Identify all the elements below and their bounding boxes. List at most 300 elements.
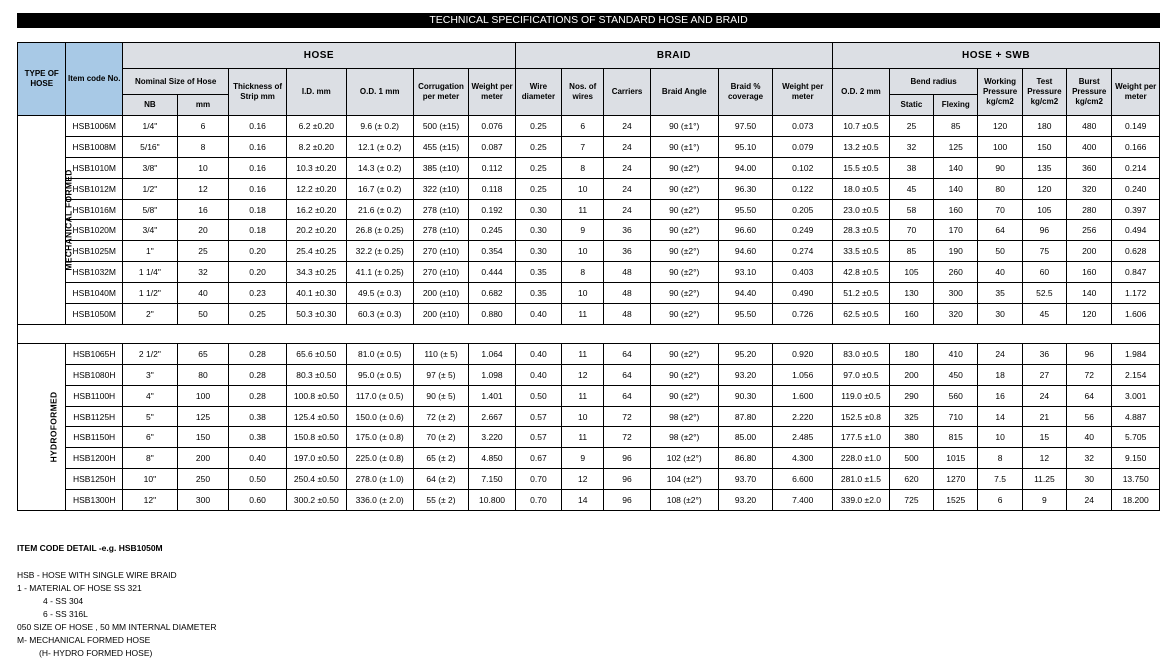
table-cell: 500 (889, 448, 933, 469)
table-cell: 10 (562, 178, 604, 199)
table-cell: 0.205 (773, 199, 833, 220)
table-cell: 0.076 (469, 116, 515, 137)
table-cell: 24 (978, 343, 1022, 364)
table-cell: 0.28 (229, 385, 287, 406)
table-cell: 11 (562, 385, 604, 406)
table-cell: 35 (978, 283, 1022, 304)
table-cell: 0.16 (229, 157, 287, 178)
table-cell: 0.57 (515, 406, 561, 427)
table-cell: 0.30 (515, 241, 561, 262)
table-cell: 5.705 (1112, 427, 1160, 448)
table-cell: 177.5 ±1.0 (833, 427, 890, 448)
table-cell: 20.2 ±0.20 (286, 220, 346, 241)
table-cell: 300 (934, 283, 978, 304)
table-cell: 105 (1022, 199, 1066, 220)
table-cell: 90 (±2°) (650, 241, 718, 262)
table-cell: 10 (177, 157, 229, 178)
table-cell: 1.064 (469, 343, 515, 364)
table-cell: 256 (1067, 220, 1112, 241)
table-cell: 96 (604, 490, 650, 511)
table-cell: 90 (± 5) (413, 385, 469, 406)
table-cell: 0.112 (469, 157, 515, 178)
table-cell: 278.0 (± 1.0) (346, 469, 413, 490)
table-cell: 200 (889, 364, 933, 385)
table-cell: 0.25 (515, 157, 561, 178)
table-cell: 86.80 (718, 448, 773, 469)
table-cell: 10 (562, 283, 604, 304)
table-cell: 7.400 (773, 490, 833, 511)
table-cell: 36 (604, 220, 650, 241)
table-cell: 34.3 ±0.25 (286, 262, 346, 283)
table-cell: 1/2" (123, 178, 178, 199)
table-cell: 0.25 (515, 116, 561, 137)
type-of-hose-header: TYPE OF HOSE (18, 43, 66, 116)
table-cell: HSB1150H (66, 427, 123, 448)
table-cell: 3.001 (1112, 385, 1160, 406)
table-cell: 0.397 (1112, 199, 1160, 220)
table-cell: 5" (123, 406, 178, 427)
table-cell: 64 (± 2) (413, 469, 469, 490)
table-cell: 480 (1067, 116, 1112, 137)
wire-diameter-header: Wire diameter (515, 69, 561, 116)
table-cell: 64 (604, 343, 650, 364)
table-cell: 41.1 (± 0.25) (346, 262, 413, 283)
bend-radius-header: Bend radius (889, 69, 978, 95)
table-cell: 10.7 ±0.5 (833, 116, 890, 137)
note-line: HSB - HOSE WITH SINGLE WIRE BRAID (17, 570, 177, 580)
table-cell: 97 (± 5) (413, 364, 469, 385)
table-cell: 48 (604, 283, 650, 304)
table-cell: 0.847 (1112, 262, 1160, 283)
table-cell: 10.800 (469, 490, 515, 511)
table-cell: 108 (±2°) (650, 490, 718, 511)
table-cell: 72 (± 2) (413, 406, 469, 427)
table-cell: 12 (562, 469, 604, 490)
table-cell: 200 (±10) (413, 283, 469, 304)
table-cell: 3" (123, 364, 178, 385)
table-cell: 55 (± 2) (413, 490, 469, 511)
table-cell: 96 (604, 448, 650, 469)
table-cell: 380 (889, 427, 933, 448)
table-cell: 9 (562, 448, 604, 469)
table-cell: 5/16" (123, 136, 178, 157)
table-cell: 300 (177, 490, 229, 511)
note-line: (H- HYDRO FORMED HOSE) (39, 648, 153, 658)
table-cell: 104 (±2°) (650, 469, 718, 490)
table-cell: 100 (177, 385, 229, 406)
table-cell: 180 (889, 343, 933, 364)
table-cell: 98 (±2°) (650, 427, 718, 448)
table-cell: 10.3 ±0.20 (286, 157, 346, 178)
table-cell: 270 (±10) (413, 241, 469, 262)
table-cell: 95.20 (718, 343, 773, 364)
table-cell: 24 (604, 157, 650, 178)
table-cell: 1.172 (1112, 283, 1160, 304)
table-cell: 725 (889, 490, 933, 511)
table-cell: 0.40 (515, 364, 561, 385)
table-cell: 160 (1067, 262, 1112, 283)
table-cell: 96 (604, 469, 650, 490)
table-cell: 4" (123, 385, 178, 406)
table-cell: 2.154 (1112, 364, 1160, 385)
od1-header: O.D. 1 mm (346, 69, 413, 116)
table-cell: 10" (123, 469, 178, 490)
table-cell: 150.0 (± 0.6) (346, 406, 413, 427)
table-cell: 170 (934, 220, 978, 241)
note-line: 050 SIZE OF HOSE , 50 MM INTERNAL DIAMETER (17, 622, 217, 632)
table-cell: 58 (889, 199, 933, 220)
nominal-size-header: Nominal Size of Hose (123, 69, 229, 95)
table-cell: 0.25 (515, 136, 561, 157)
table-cell: 0.70 (515, 469, 561, 490)
table-cell: 81.0 (± 0.5) (346, 343, 413, 364)
table-cell: 0.57 (515, 427, 561, 448)
table-cell: 16.2 ±0.20 (286, 199, 346, 220)
table-cell: 8 (562, 262, 604, 283)
table-cell: 336.0 (± 2.0) (346, 490, 413, 511)
table-cell: 100 (978, 136, 1022, 157)
table-cell: 90 (±2°) (650, 283, 718, 304)
table-cell: 0.166 (1112, 136, 1160, 157)
table-cell: 90 (978, 157, 1022, 178)
table-row (18, 199, 1160, 220)
table-cell: 278 (±10) (413, 199, 469, 220)
table-cell: 339.0 ±2.0 (833, 490, 890, 511)
table-cell: 0.25 (229, 304, 287, 325)
table-cell: 13.750 (1112, 469, 1160, 490)
table-cell: 14 (978, 406, 1022, 427)
table-cell: 0.444 (469, 262, 515, 283)
table-cell: 24 (604, 199, 650, 220)
table-cell: 11 (562, 427, 604, 448)
table-cell: 45 (1022, 304, 1066, 325)
table-cell: HSB1050M (66, 304, 123, 325)
table-cell: 9 (1022, 490, 1066, 511)
table-cell: 320 (934, 304, 978, 325)
table-cell: 120 (978, 116, 1022, 137)
table-cell: 385 (±10) (413, 157, 469, 178)
table-cell: 0.40 (515, 343, 561, 364)
table-cell: 60.3 (± 0.3) (346, 304, 413, 325)
table-cell: 0.50 (229, 469, 287, 490)
table-cell: 0.494 (1112, 220, 1160, 241)
table-cell: 21 (1022, 406, 1066, 427)
table-cell: 0.240 (1112, 178, 1160, 199)
spec-table (17, 42, 1160, 511)
table-cell: 0.354 (469, 241, 515, 262)
table-cell: 94.00 (718, 157, 773, 178)
table-cell: 30 (1067, 469, 1112, 490)
table-cell: HSB1080H (66, 364, 123, 385)
table-cell: 1" (123, 241, 178, 262)
table-cell: HSB1025M (66, 241, 123, 262)
table-cell: HSB1008M (66, 136, 123, 157)
table-row (18, 157, 1160, 178)
table-cell: 0.18 (229, 220, 287, 241)
table-cell: 160 (889, 304, 933, 325)
table-cell: 2.485 (773, 427, 833, 448)
table-cell: 52.5 (1022, 283, 1066, 304)
table-cell: 21.6 (± 0.2) (346, 199, 413, 220)
table-cell: 500 (±15) (413, 116, 469, 137)
table-cell: 33.5 ±0.5 (833, 241, 890, 262)
table-cell: HSB1040M (66, 283, 123, 304)
table-cell: 90 (±1°) (650, 136, 718, 157)
table-cell: 0.079 (773, 136, 833, 157)
table-cell: 560 (934, 385, 978, 406)
table-cell: 64 (1067, 385, 1112, 406)
table-cell: 0.25 (515, 178, 561, 199)
table-cell: 12 (177, 178, 229, 199)
table-row (18, 116, 1160, 137)
table-cell: 120 (1022, 178, 1066, 199)
table-cell: 32.2 (± 0.25) (346, 241, 413, 262)
table-cell: 0.102 (773, 157, 833, 178)
table-cell: 96.30 (718, 178, 773, 199)
table-cell: 160 (934, 199, 978, 220)
table-cell: 140 (934, 157, 978, 178)
table-cell: HSB1020M (66, 220, 123, 241)
table-cell: HSB1300H (66, 490, 123, 511)
table-cell: 65 (± 2) (413, 448, 469, 469)
table-cell: 48 (604, 304, 650, 325)
table-cell: 97.0 ±0.5 (833, 364, 890, 385)
table-cell: 49.5 (± 0.3) (346, 283, 413, 304)
table-cell: 50 (177, 304, 229, 325)
table-cell: 40 (978, 262, 1022, 283)
table-cell: 0.245 (469, 220, 515, 241)
table-cell: 95.0 (± 0.5) (346, 364, 413, 385)
static-header: Static (889, 95, 933, 116)
table-cell: 12.1 (± 0.2) (346, 136, 413, 157)
table-cell: 16.7 (± 0.2) (346, 178, 413, 199)
table-cell: 80 (978, 178, 1022, 199)
table-cell: 102 (±2°) (650, 448, 718, 469)
table-cell: 95.50 (718, 199, 773, 220)
table-cell: 90 (±1°) (650, 116, 718, 137)
table-cell: 7.150 (469, 469, 515, 490)
table-cell: 25 (177, 241, 229, 262)
table-cell: 64 (604, 385, 650, 406)
table-cell: 200 (177, 448, 229, 469)
table-cell: 0.490 (773, 283, 833, 304)
table-cell: 0.35 (515, 262, 561, 283)
table-cell: 0.073 (773, 116, 833, 137)
table-cell: 24 (1067, 490, 1112, 511)
thickness-header: Thickness of Strip mm (229, 69, 287, 116)
test-pressure-header: Test Pressure kg/cm2 (1022, 69, 1066, 116)
table-cell: 42.8 ±0.5 (833, 262, 890, 283)
table-cell: 0.70 (515, 490, 561, 511)
table-cell: 38 (889, 157, 933, 178)
table-cell: 90 (±2°) (650, 385, 718, 406)
table-cell: 60 (1022, 262, 1066, 283)
table-cell: 10 (978, 427, 1022, 448)
table-cell: 250.4 ±0.50 (286, 469, 346, 490)
table-cell: 325 (889, 406, 933, 427)
table-cell: 36 (604, 241, 650, 262)
table-row (18, 364, 1160, 385)
table-cell: 13.2 ±0.5 (833, 136, 890, 157)
table-cell: 93.20 (718, 364, 773, 385)
table-cell: 0.40 (515, 304, 561, 325)
table-row (18, 241, 1160, 262)
table-cell: 280 (1067, 199, 1112, 220)
table-cell: 93.70 (718, 469, 773, 490)
table-cell: 175.0 (± 0.8) (346, 427, 413, 448)
table-cell: 4.300 (773, 448, 833, 469)
carriers-header: Carriers (604, 69, 650, 116)
table-cell: 80.3 ±0.50 (286, 364, 346, 385)
table-cell: 150 (177, 427, 229, 448)
table-row (18, 448, 1160, 469)
table-cell: 90 (±2°) (650, 343, 718, 364)
table-cell: 14.3 (± 0.2) (346, 157, 413, 178)
table-cell: 290 (889, 385, 933, 406)
table-cell: 8" (123, 448, 178, 469)
table-cell: 18.200 (1112, 490, 1160, 511)
table-cell: 18 (978, 364, 1022, 385)
table-cell: 6 (978, 490, 1022, 511)
table-cell: 0.403 (773, 262, 833, 283)
table-cell: 93.20 (718, 490, 773, 511)
table-cell: 93.10 (718, 262, 773, 283)
table-cell: 12 (562, 364, 604, 385)
hose-swb-group-header: HOSE + SWB (833, 43, 1160, 69)
table-cell: 135 (1022, 157, 1066, 178)
table-row (18, 385, 1160, 406)
table-cell: 50 (978, 241, 1022, 262)
table-cell: 23.0 ±0.5 (833, 199, 890, 220)
table-cell: 85.00 (718, 427, 773, 448)
table-cell: 12 (1022, 448, 1066, 469)
table-cell: 6 (562, 116, 604, 137)
table-cell: 300.2 ±0.50 (286, 490, 346, 511)
table-cell: 2.667 (469, 406, 515, 427)
table-cell: 8.2 ±0.20 (286, 136, 346, 157)
table-cell: 98 (±2°) (650, 406, 718, 427)
table-cell: HSB1006M (66, 116, 123, 137)
table-cell: 120 (1067, 304, 1112, 325)
table-cell: HSB1065H (66, 343, 123, 364)
table-cell: 400 (1067, 136, 1112, 157)
table-cell: 95.10 (718, 136, 773, 157)
table-cell: 11.25 (1022, 469, 1066, 490)
item-code-header: Item code No. (66, 43, 123, 116)
table-cell: 0.20 (229, 262, 287, 283)
table-cell: 94.40 (718, 283, 773, 304)
table-cell: HSB1200H (66, 448, 123, 469)
working-pressure-header: Working Pressure kg/cm2 (978, 69, 1022, 116)
table-row (18, 136, 1160, 157)
table-cell: 87.80 (718, 406, 773, 427)
table-cell: 0.20 (229, 241, 287, 262)
table-cell: 0.28 (229, 343, 287, 364)
table-cell: 12" (123, 490, 178, 511)
table-cell: 6.600 (773, 469, 833, 490)
table-row (18, 262, 1160, 283)
table-cell: 9.6 (± 0.2) (346, 116, 413, 137)
table-cell: 2 1/2" (123, 343, 178, 364)
table-cell: 40.1 ±0.30 (286, 283, 346, 304)
table-cell: 0.40 (229, 448, 287, 469)
table-cell: 0.122 (773, 178, 833, 199)
table-cell: 150.8 ±0.50 (286, 427, 346, 448)
table-cell: 125 (177, 406, 229, 427)
table-cell: 8 (978, 448, 1022, 469)
table-cell: 65 (177, 343, 229, 364)
table-cell: 97.50 (718, 116, 773, 137)
table-cell: 15 (1022, 427, 1066, 448)
table-cell: 100.8 ±0.50 (286, 385, 346, 406)
table-cell: 24 (604, 116, 650, 137)
table-cell: HSB1012M (66, 178, 123, 199)
burst-pressure-header: Burst Pressure kg/cm2 (1067, 69, 1112, 116)
table-cell: 90 (±2°) (650, 178, 718, 199)
table-cell: 72 (604, 427, 650, 448)
table-cell: 0.16 (229, 178, 287, 199)
table-cell: 6 (177, 116, 229, 137)
table-cell: 0.67 (515, 448, 561, 469)
table-cell: 260 (934, 262, 978, 283)
table-cell: 197.0 ±0.50 (286, 448, 346, 469)
table-cell: 62.5 ±0.5 (833, 304, 890, 325)
table-cell: 75 (1022, 241, 1066, 262)
table-cell: 152.5 ±0.8 (833, 406, 890, 427)
table-cell: 105 (889, 262, 933, 283)
table-cell: 16 (177, 199, 229, 220)
table-cell: 1/4" (123, 116, 178, 137)
table-row (18, 427, 1160, 448)
table-cell: 5/8" (123, 199, 178, 220)
table-cell: 1.098 (469, 364, 515, 385)
table-cell: 25 (889, 116, 933, 137)
table-row (18, 283, 1160, 304)
table-cell: 40 (177, 283, 229, 304)
table-cell: 14 (562, 490, 604, 511)
table-cell: 20 (177, 220, 229, 241)
table-cell: 0.30 (515, 220, 561, 241)
table-cell: 80 (177, 364, 229, 385)
notes-heading: ITEM CODE DETAIL -e.g. HSB1050M (17, 543, 163, 553)
table-cell: 94.60 (718, 241, 773, 262)
table-cell: 11 (562, 304, 604, 325)
table-cell: 90 (±2°) (650, 199, 718, 220)
table-cell: 1525 (934, 490, 978, 511)
table-cell: 455 (±15) (413, 136, 469, 157)
table-cell: 0.38 (229, 406, 287, 427)
table-cell: 8 (177, 136, 229, 157)
table-cell: HSB1032M (66, 262, 123, 283)
table-cell: 48 (604, 262, 650, 283)
table-cell: 0.16 (229, 116, 287, 137)
table-cell: 200 (±10) (413, 304, 469, 325)
table-cell: 45 (889, 178, 933, 199)
table-cell: 0.50 (515, 385, 561, 406)
table-cell: 278 (±10) (413, 220, 469, 241)
table-cell: 250 (177, 469, 229, 490)
table-cell: 322 (±10) (413, 178, 469, 199)
table-cell: 32 (889, 136, 933, 157)
table-cell: 0.30 (515, 199, 561, 220)
table-cell: 90 (±2°) (650, 220, 718, 241)
table-cell: 0.16 (229, 136, 287, 157)
table-cell: 0.149 (1112, 116, 1160, 137)
table-cell: 620 (889, 469, 933, 490)
table-cell: 4.850 (469, 448, 515, 469)
table-cell: 3/4" (123, 220, 178, 241)
table-cell: 90 (±2°) (650, 364, 718, 385)
